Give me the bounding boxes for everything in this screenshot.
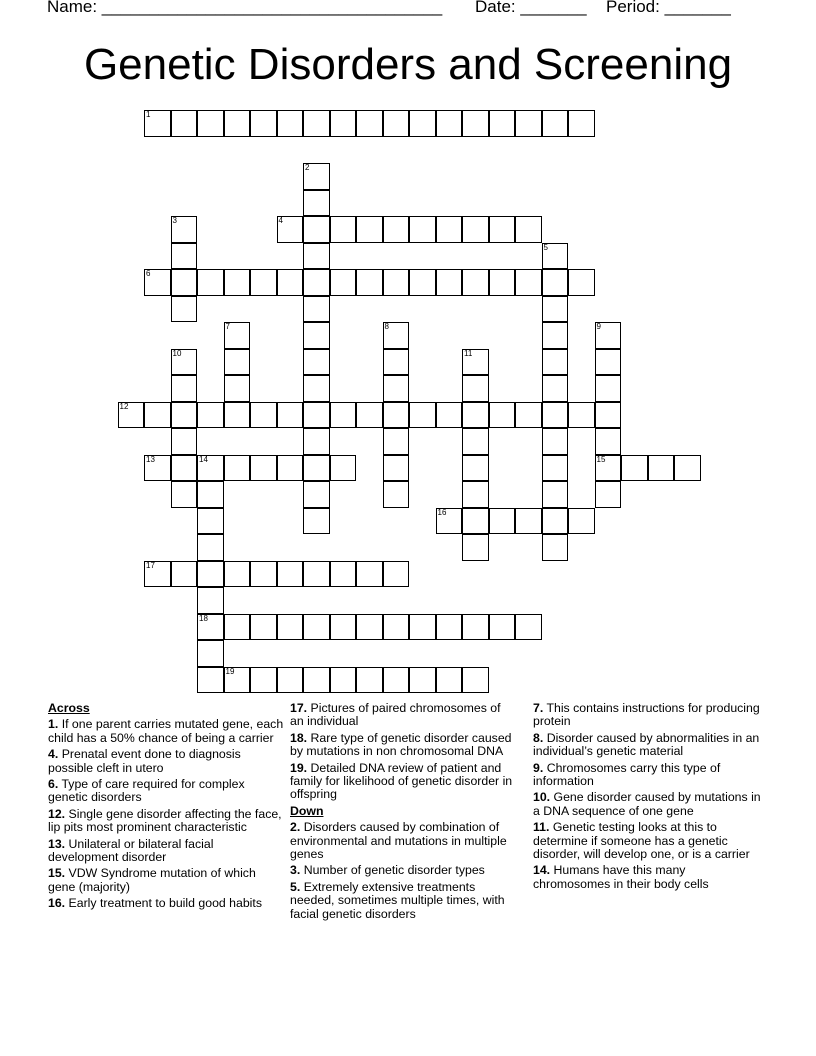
- grid-cell[interactable]: [250, 269, 277, 296]
- clue-number: 9.: [533, 760, 544, 775]
- grid-cell[interactable]: [568, 110, 595, 137]
- grid-cell[interactable]: [330, 667, 357, 694]
- grid-cell[interactable]: [224, 322, 251, 349]
- clue-text: Chromosomes carry this type of information: [533, 760, 721, 789]
- grid-cell[interactable]: [303, 296, 330, 323]
- grid-cell[interactable]: [542, 269, 569, 296]
- grid-cell[interactable]: [144, 110, 171, 137]
- grid-cell[interactable]: [383, 269, 410, 296]
- grid-cell[interactable]: [383, 428, 410, 455]
- clue-text: Extremely extensive treatments needed, sometimes multiple times, with facial genetic disorders: [290, 879, 505, 921]
- grid-cell[interactable]: [197, 640, 224, 667]
- grid-cell[interactable]: [674, 455, 701, 482]
- grid-cell[interactable]: [595, 402, 622, 429]
- grid-cell[interactable]: [144, 561, 171, 588]
- clue-number: 6.: [48, 777, 59, 792]
- grid-cell[interactable]: [330, 402, 357, 429]
- clue-text: Unilateral or bilateral facial development disorder: [48, 836, 214, 865]
- grid-cell[interactable]: [197, 402, 224, 429]
- period-field[interactable]: Period: _______: [606, 0, 731, 16]
- grid-cell[interactable]: [409, 269, 436, 296]
- name-field[interactable]: Name: ____________________________________: [47, 0, 443, 16]
- clue-text: Early treatment to build good habits: [68, 896, 262, 911]
- grid-cell[interactable]: [224, 402, 251, 429]
- clue-number: 18.: [290, 730, 308, 745]
- clue-number: 2.: [290, 820, 301, 835]
- grid-cell[interactable]: [197, 534, 224, 561]
- clue-across-4: [48, 748, 286, 775]
- grid-cell[interactable]: [542, 428, 569, 455]
- grid-cell[interactable]: [515, 614, 542, 641]
- grid-cell[interactable]: [436, 667, 463, 694]
- grid-cell[interactable]: [224, 667, 251, 694]
- grid-cell[interactable]: [436, 508, 463, 535]
- grid-cell[interactable]: [303, 508, 330, 535]
- grid-cell[interactable]: [568, 269, 595, 296]
- clue-number-label: 3: [172, 216, 177, 225]
- clue-column-3: [533, 702, 763, 894]
- clue-number-label: 7: [225, 322, 230, 331]
- clue-number: 17.: [290, 701, 308, 715]
- grid-cell[interactable]: [197, 508, 224, 535]
- grid-cell[interactable]: [383, 216, 410, 243]
- clue-down-8: [533, 732, 763, 759]
- grid-cell[interactable]: [383, 614, 410, 641]
- grid-cell[interactable]: [250, 667, 277, 694]
- grid-cell[interactable]: [383, 402, 410, 429]
- clue-text: Rare type of genetic disorder caused by mutations in non chromosomal DNA: [290, 730, 512, 759]
- grid-cell[interactable]: [409, 402, 436, 429]
- grid-cell[interactable]: [277, 269, 304, 296]
- grid-cell[interactable]: [383, 667, 410, 694]
- clue-text: VDW Syndrome mutation of which gene (majority): [48, 866, 256, 894]
- grid-cell[interactable]: [462, 349, 489, 376]
- grid-cell[interactable]: [197, 455, 224, 482]
- clue-across-12: [48, 808, 286, 835]
- grid-cell[interactable]: [330, 614, 357, 641]
- clue-text: Genetic testing looks at this to determine if someone has a genetic disorder, will develop one, or is a carrier: [533, 820, 750, 862]
- grid-cell[interactable]: [197, 269, 224, 296]
- clue-number: 4.: [48, 747, 59, 762]
- clue-across-16: [48, 897, 286, 910]
- grid-cell[interactable]: [489, 402, 516, 429]
- grid-cell[interactable]: [197, 110, 224, 137]
- grid-cell[interactable]: [462, 508, 489, 535]
- grid-cell[interactable]: [356, 561, 383, 588]
- grid-cell[interactable]: [383, 561, 410, 588]
- clue-down-2: [290, 821, 515, 861]
- grid-cell[interactable]: [515, 508, 542, 535]
- grid-cell[interactable]: [224, 110, 251, 137]
- grid-cell[interactable]: [277, 110, 304, 137]
- grid-cell[interactable]: [515, 402, 542, 429]
- grid-cell[interactable]: [595, 455, 622, 482]
- clue-number-label: 5: [543, 242, 548, 252]
- grid-cell[interactable]: [489, 614, 516, 641]
- grid-cell[interactable]: [171, 402, 198, 429]
- grid-cell[interactable]: [515, 110, 542, 137]
- grid-cell[interactable]: [303, 481, 330, 508]
- grid-cell[interactable]: [595, 428, 622, 455]
- grid-cell[interactable]: [595, 349, 622, 376]
- grid-cell[interactable]: [303, 216, 330, 243]
- clue-across-19: [290, 762, 515, 802]
- clue-down-5: [290, 881, 515, 921]
- grid-cell[interactable]: [277, 455, 304, 482]
- clue-text: Single gene disorder affecting the face, lip pits most prominent characteristic: [48, 806, 282, 835]
- grid-cell[interactable]: [250, 455, 277, 482]
- grid-cell[interactable]: [303, 428, 330, 455]
- clue-down-14: [533, 864, 763, 891]
- grid-cell[interactable]: [542, 534, 569, 561]
- grid-cell[interactable]: [171, 481, 198, 508]
- grid-cell[interactable]: [462, 269, 489, 296]
- clue-number-label: 19: [225, 666, 235, 676]
- grid-cell[interactable]: [515, 216, 542, 243]
- grid-cell[interactable]: [383, 322, 410, 349]
- grid-cell[interactable]: [250, 402, 277, 429]
- grid-cell[interactable]: [197, 667, 224, 694]
- clue-number: 13.: [48, 836, 66, 851]
- clue-number: 15.: [48, 866, 66, 881]
- clue-number-label: 13: [146, 454, 155, 464]
- clue-across-13: [48, 838, 286, 865]
- clue-text: Disorder caused by abnormalities in an individual’s genetic material: [533, 730, 760, 759]
- clue-across-15: [48, 867, 286, 894]
- grid-cell[interactable]: [383, 481, 410, 508]
- clue-number-label: 6: [146, 269, 151, 278]
- grid-cell[interactable]: [277, 216, 304, 243]
- clue-number: 14.: [533, 863, 551, 878]
- grid-cell[interactable]: [171, 216, 198, 243]
- grid-cell[interactable]: [383, 349, 410, 376]
- grid-cell[interactable]: [303, 243, 330, 270]
- grid-cell[interactable]: [356, 216, 383, 243]
- grid-cell[interactable]: [303, 561, 330, 588]
- clue-number-label: 15: [596, 454, 606, 464]
- grid-cell[interactable]: [171, 243, 198, 270]
- grid-cell[interactable]: [409, 216, 436, 243]
- grid-cell[interactable]: [462, 667, 489, 694]
- grid-cell[interactable]: [462, 216, 489, 243]
- grid-cell[interactable]: [224, 375, 251, 402]
- clue-across-6: [48, 778, 286, 805]
- grid-cell[interactable]: [462, 110, 489, 137]
- grid-cell[interactable]: [409, 110, 436, 137]
- grid-cell[interactable]: [224, 349, 251, 376]
- clue-down-11: [533, 821, 763, 861]
- grid-cell[interactable]: [595, 375, 622, 402]
- grid-cell[interactable]: [224, 455, 251, 482]
- grid-cell[interactable]: [303, 190, 330, 217]
- clue-number: 5.: [290, 879, 301, 894]
- grid-cell[interactable]: [303, 349, 330, 376]
- grid-cell[interactable]: [330, 561, 357, 588]
- grid-cell[interactable]: [250, 110, 277, 137]
- clue-text: Disorders caused by combination of environmental and mutations in multiple genes: [290, 820, 507, 862]
- clue-number-label: 11: [464, 348, 473, 358]
- grid-cell[interactable]: [489, 110, 516, 137]
- grid-cell[interactable]: [356, 614, 383, 641]
- clue-down-3: [290, 864, 515, 877]
- grid-cell[interactable]: [383, 110, 410, 137]
- clue-column-2: [290, 702, 515, 924]
- grid-cell[interactable]: [595, 481, 622, 508]
- grid-cell[interactable]: [542, 296, 569, 323]
- grid-cell[interactable]: [648, 455, 675, 482]
- grid-cell[interactable]: [330, 269, 357, 296]
- clue-number-label: 17: [146, 560, 155, 570]
- grid-cell[interactable]: [568, 508, 595, 535]
- grid-cell[interactable]: [436, 110, 463, 137]
- grid-cell[interactable]: [515, 269, 542, 296]
- grid-cell[interactable]: [277, 667, 304, 694]
- grid-cell[interactable]: [171, 428, 198, 455]
- down-heading: Down: [290, 803, 324, 818]
- grid-cell[interactable]: [171, 375, 198, 402]
- grid-cell[interactable]: [303, 402, 330, 429]
- clue-text: Gene disorder caused by mutations in a DNA sequence of one gene: [533, 790, 761, 818]
- clue-column-1: [48, 702, 286, 914]
- grid-cell[interactable]: [303, 163, 330, 190]
- grid-cell[interactable]: [462, 375, 489, 402]
- grid-cell[interactable]: [144, 402, 171, 429]
- page-title: Genetic Disorders and Screening: [83, 40, 733, 89]
- clue-number-label: 12: [119, 401, 129, 411]
- grid-cell[interactable]: [356, 667, 383, 694]
- grid-cell[interactable]: [436, 614, 463, 641]
- grid-cell[interactable]: [542, 455, 569, 482]
- clue-down-9: [533, 762, 763, 789]
- grid-cell[interactable]: [436, 402, 463, 429]
- grid-cell[interactable]: [197, 587, 224, 614]
- grid-cell[interactable]: [171, 561, 198, 588]
- grid-cell[interactable]: [436, 269, 463, 296]
- clue-number-label: 1: [146, 110, 151, 119]
- grid-cell[interactable]: [303, 269, 330, 296]
- grid-cell[interactable]: [303, 667, 330, 694]
- grid-cell[interactable]: [144, 269, 171, 296]
- grid-cell[interactable]: [171, 110, 198, 137]
- clue-text: Detailed DNA review of patient and family for likelihood of genetic disorder in offspring: [290, 760, 513, 802]
- grid-cell[interactable]: [462, 614, 489, 641]
- clue-text: Humans have this many chromosomes in their body cells: [533, 863, 709, 891]
- grid-cell[interactable]: [277, 614, 304, 641]
- clue-number: 8.: [533, 730, 544, 745]
- clue-down-7: [533, 702, 763, 729]
- clue-text: Number of genetic disorder types: [303, 863, 485, 878]
- grid-cell[interactable]: [462, 534, 489, 561]
- grid-cell[interactable]: [595, 322, 622, 349]
- clue-number-label: 10: [172, 348, 182, 358]
- grid-cell[interactable]: [409, 667, 436, 694]
- clue-number: 11.: [533, 820, 550, 835]
- grid-cell[interactable]: [542, 322, 569, 349]
- clue-across-18: [290, 732, 515, 759]
- grid-cell[interactable]: [383, 455, 410, 482]
- clue-number: 10.: [533, 790, 551, 805]
- grid-cell[interactable]: [224, 561, 251, 588]
- clue-across-17: [290, 702, 515, 729]
- grid-cell[interactable]: [303, 110, 330, 137]
- grid-cell[interactable]: [436, 216, 463, 243]
- grid-cell[interactable]: [462, 402, 489, 429]
- grid-cell[interactable]: [303, 322, 330, 349]
- grid-cell[interactable]: [330, 110, 357, 137]
- grid-cell[interactable]: [542, 508, 569, 535]
- clue-number: 7.: [533, 701, 544, 715]
- grid-cell[interactable]: [250, 614, 277, 641]
- clue-number: 19.: [290, 760, 308, 775]
- clue-number: 12.: [48, 806, 66, 821]
- clue-text: Type of care required for complex genetic disorders: [48, 777, 245, 805]
- grid-cell[interactable]: [277, 561, 304, 588]
- date-field[interactable]: Date: _______: [475, 0, 587, 16]
- clue-number: 16.: [48, 896, 66, 911]
- clue-number: 1.: [48, 717, 59, 732]
- grid-cell[interactable]: [489, 508, 516, 535]
- grid-cell[interactable]: [542, 243, 569, 270]
- clue-number-label: 9: [596, 322, 601, 331]
- grid-cell[interactable]: [542, 110, 569, 137]
- grid-cell[interactable]: [489, 216, 516, 243]
- grid-cell[interactable]: [303, 614, 330, 641]
- grid-cell[interactable]: [144, 455, 171, 482]
- grid-cell[interactable]: [224, 614, 251, 641]
- grid-cell[interactable]: [489, 269, 516, 296]
- grid-cell[interactable]: [118, 402, 145, 429]
- clue-text: Pictures of paired chromosomes of an individual: [290, 701, 501, 729]
- grid-cell[interactable]: [462, 428, 489, 455]
- clue-text: Prenatal event done to diagnosis possible cleft in utero: [48, 747, 241, 775]
- grid-cell[interactable]: [303, 375, 330, 402]
- grid-cell[interactable]: [277, 402, 304, 429]
- grid-cell[interactable]: [171, 269, 198, 296]
- grid-cell[interactable]: [330, 455, 357, 482]
- grid-cell[interactable]: [171, 455, 198, 482]
- grid-cell[interactable]: [171, 296, 198, 323]
- grid-cell[interactable]: [462, 455, 489, 482]
- grid-cell[interactable]: [171, 349, 198, 376]
- across-heading: Across: [48, 701, 90, 715]
- clue-number-label: 2: [305, 163, 310, 172]
- grid-cell[interactable]: [568, 402, 595, 429]
- grid-cell[interactable]: [356, 402, 383, 429]
- grid-cell[interactable]: [542, 375, 569, 402]
- grid-cell[interactable]: [542, 402, 569, 429]
- clue-number-label: 16: [437, 507, 447, 517]
- clue-number-label: 8: [384, 322, 389, 331]
- grid-cell[interactable]: [197, 614, 224, 641]
- clue-text: If one parent carries mutated gene, each child has a 50% chance of being a carrier: [48, 717, 284, 745]
- grid-cell[interactable]: [197, 561, 224, 588]
- grid-cell[interactable]: [356, 269, 383, 296]
- clue-across-1: [48, 718, 286, 745]
- grid-cell[interactable]: [542, 349, 569, 376]
- grid-cell[interactable]: [542, 481, 569, 508]
- clue-text: This contains instructions for producing protein: [533, 701, 760, 729]
- clue-down-10: [533, 791, 763, 818]
- grid-cell[interactable]: [250, 561, 277, 588]
- grid-cell[interactable]: [224, 269, 251, 296]
- grid-cell[interactable]: [383, 375, 410, 402]
- clue-number-label: 18: [199, 613, 208, 623]
- grid-cell[interactable]: [356, 110, 383, 137]
- grid-cell[interactable]: [409, 614, 436, 641]
- grid-cell[interactable]: [330, 216, 357, 243]
- clue-number: 3.: [290, 863, 301, 878]
- clue-number-label: 4: [278, 216, 283, 225]
- grid-cell[interactable]: [197, 481, 224, 508]
- grid-cell[interactable]: [621, 455, 648, 482]
- grid-cell[interactable]: [462, 481, 489, 508]
- clue-number-label: 14: [199, 454, 208, 464]
- grid-cell[interactable]: [303, 455, 330, 482]
